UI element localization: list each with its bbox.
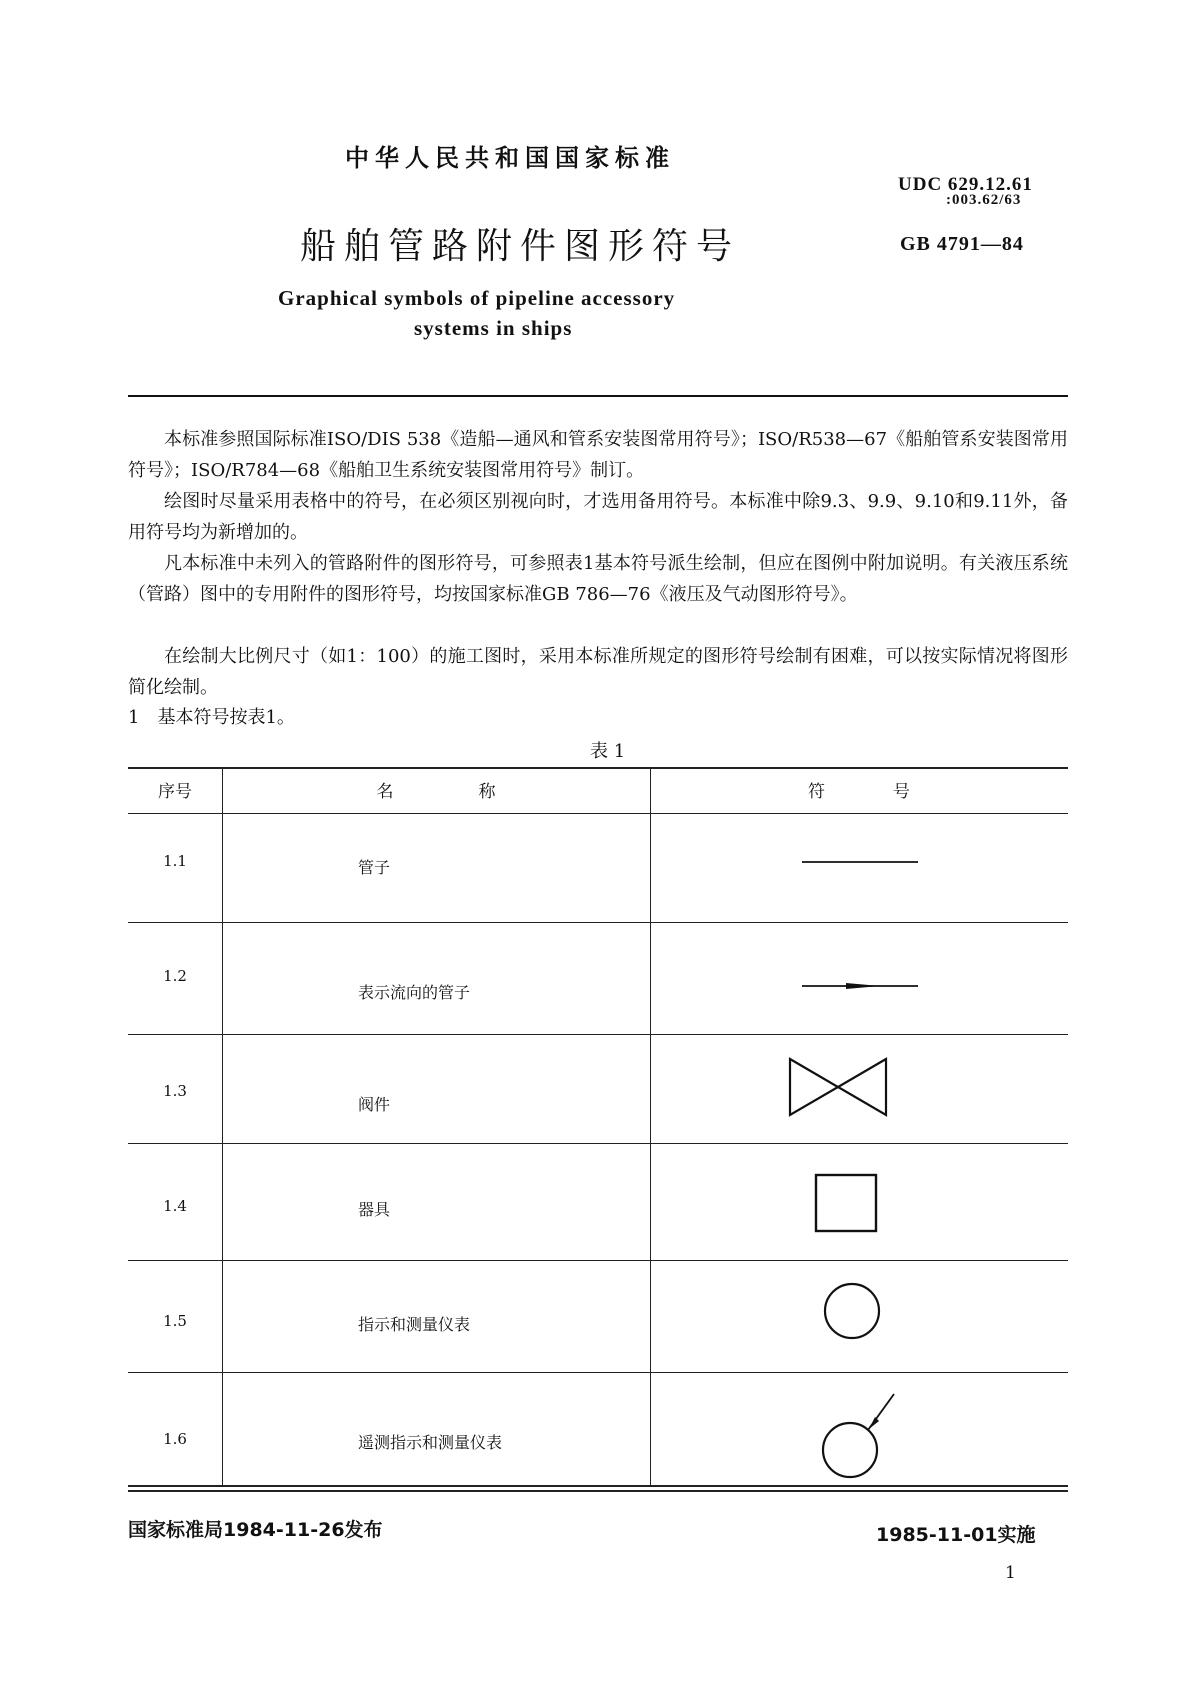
header-name: 名 称	[376, 782, 496, 802]
row-name: 器具	[358, 1200, 391, 1219]
row-name: 阀件	[358, 1095, 391, 1114]
header-divider	[128, 395, 1068, 397]
circle-with-arrow-symbol	[822, 1390, 902, 1484]
row-name: 表示流向的管子	[358, 983, 471, 1002]
page-number: 1	[1005, 1563, 1016, 1583]
row-divider	[128, 1034, 1068, 1035]
udc-code-line2: :003.62/63	[946, 192, 1022, 208]
flow-arrow-symbol	[800, 979, 940, 993]
issue-date: 国家标准局1984-11-26发布	[128, 1519, 383, 1541]
header-no: 序号	[158, 782, 192, 802]
header-symbol: 符 号	[808, 782, 910, 802]
row-divider	[128, 1372, 1068, 1373]
row-number: 1.4	[163, 1197, 187, 1215]
row-divider	[128, 1143, 1068, 1144]
section-1-heading: 1 基本符号按表1。	[128, 707, 295, 728]
row-name: 管子	[358, 858, 391, 877]
intro-paragraph-4: 在绘制大比例尺寸（如1：100）的施工图时，采用本标准所规定的图形符号绘制有困难，可以按实际情况将图形简化绘制。	[128, 646, 1068, 698]
row-divider	[128, 922, 1068, 923]
table-bottom-border-double	[128, 1490, 1068, 1492]
square-symbol	[814, 1173, 884, 1237]
intro-paragraph-1: 本标准参照国际标准ISO/DIS 538《造船—通风和管系安装图常用符号》；ISO/R538—67《船舶管系安装图常用符号》；ISO/R784—68《船舶卫生系统安装图常用符号》制订。	[128, 429, 1068, 481]
row-number: 1.1	[163, 852, 187, 870]
page-title-en-line1: Graphical symbols of pipeline accessory	[278, 286, 676, 310]
circle-symbol	[822, 1281, 886, 1345]
valve-bowtie-symbol	[788, 1057, 898, 1123]
effective-date: 1985-11-01实施	[876, 1524, 1036, 1546]
symbols-table	[128, 767, 1068, 1489]
row-number: 1.6	[163, 1430, 187, 1448]
row-number: 1.2	[163, 967, 187, 985]
table-top-border	[128, 767, 1068, 769]
page-title-cn: 船舶管路附件图形符号	[300, 226, 741, 267]
row-name: 指示和测量仪表	[358, 1315, 471, 1334]
row-number: 1.3	[163, 1082, 187, 1100]
pipe-line-symbol	[800, 857, 940, 867]
page-title-en-line2: systems in ships	[414, 316, 573, 340]
table-bottom-border	[128, 1485, 1068, 1487]
table-header-border	[128, 813, 1068, 814]
udc-code-line1: UDC 629.12.61	[898, 174, 1033, 195]
intro-paragraph-3: 凡本标准中未列入的管路附件的图形符号，可参照表1基本符号派生绘制，但应在图例中附加说明。有关液压系统（管路）图中的专用附件的图形符号，均按国家标准GB 786—76《液压及气动图形符号》。	[128, 553, 1068, 605]
intro-paragraph-2: 绘图时尽量采用表格中的符号，在必须区别视向时，才选用备用符号。本标准中除9.3、9.9、9.10和9.11外，备用符号均为新增加的。	[128, 491, 1068, 543]
row-name: 遥测指示和测量仪表	[358, 1433, 503, 1452]
table-caption: 表 1	[590, 741, 626, 762]
column-divider	[222, 767, 223, 1487]
row-number: 1.5	[163, 1312, 187, 1330]
gb-standard-code: GB 4791—84	[900, 233, 1024, 255]
column-divider	[650, 767, 651, 1487]
national-standard-heading: 中华人民共和国国家标准	[345, 144, 675, 172]
row-divider	[128, 1260, 1068, 1261]
